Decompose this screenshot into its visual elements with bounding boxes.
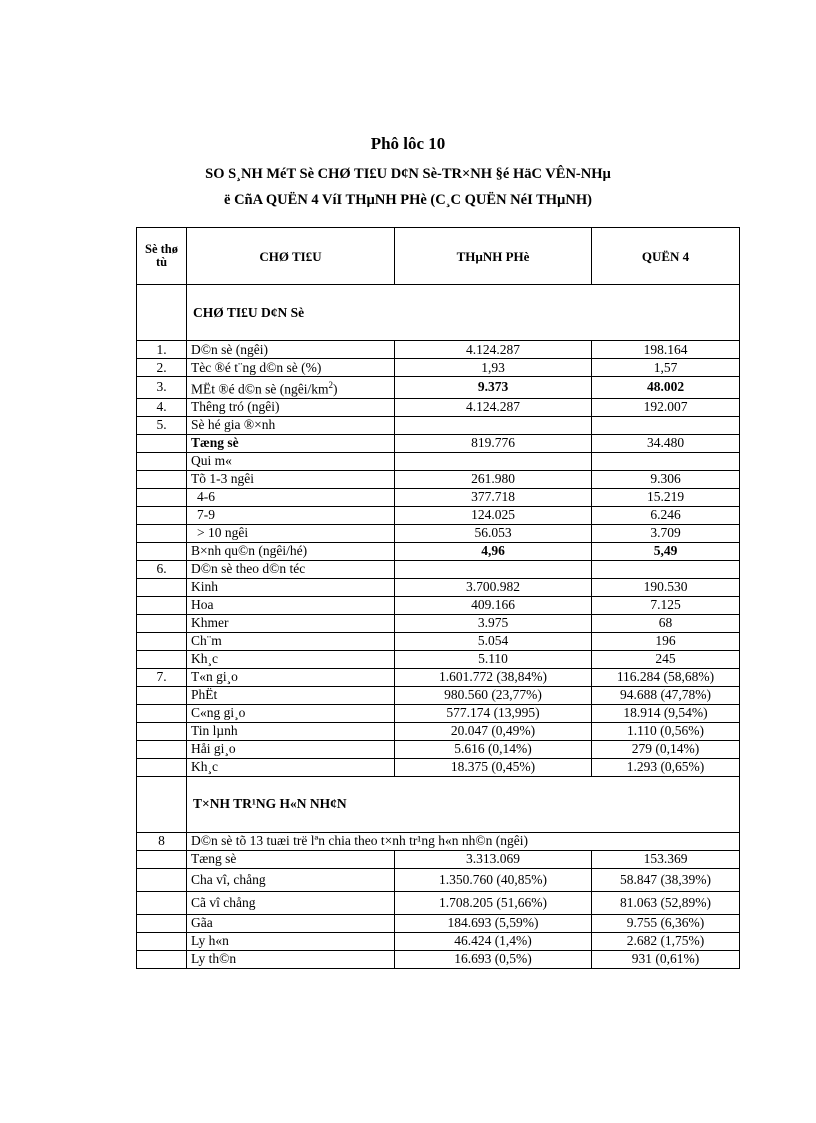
table-row: 6. D©n sè theo d©n téc — [137, 560, 740, 578]
table-row: 7-9 124.025 6.246 — [137, 506, 740, 524]
section-row-population — [137, 285, 740, 341]
table-row: Tõ 1-3 ngêi 261.980 9.306 — [137, 470, 740, 488]
table-row: Tin lµnh 20.047 (0,49%) 1.110 (0,56%) — [137, 722, 740, 740]
header-district: QUËN 4 — [592, 228, 740, 285]
header-row — [137, 228, 740, 285]
table-row: Ch¨m 5.054 196 — [137, 632, 740, 650]
table-row: Qui m« — [137, 452, 740, 470]
comparison-table — [136, 227, 740, 969]
table-row: 3. MËt ®é d©n sè $(ngêi/km^2)$ 9.373 48.002 — [137, 377, 740, 399]
table-row: Tæng sè 3.313.069 153.369 — [137, 850, 740, 868]
table-row: 1. D©n sè (ngêi) 4.124.287 198.164 — [137, 341, 740, 359]
table-row: Ly th©n 16.693 (0,5%) 931 (0,61%) — [137, 950, 740, 968]
table-row: Kh¸c 5.110 245 — [137, 650, 740, 668]
section-row-marital — [137, 776, 740, 832]
table-row: Ly h«n 46.424 (1,4%) 2.682 (1,75%) — [137, 932, 740, 950]
table-row: Khmer 3.975 68 — [137, 614, 740, 632]
table-row: Håi gi¸o 5.616 (0,14%) 279 (0,14%) — [137, 740, 740, 758]
table-row: > 10 ngêi 56.053 3.709 — [137, 524, 740, 542]
table-row: B×nh qu©n (ngêi/hé) 4,96 5,49 — [137, 542, 740, 560]
table-row: Kinh 3.700.982 190.530 — [137, 578, 740, 596]
table-row: Tæng sè 819.776 34.480 — [137, 434, 740, 452]
section-title-marital: T×NH TR¹NG H«N NH¢N — [187, 776, 740, 832]
table-row: Cha vî, chång 1.350.760 (40,85%) 58.847 (38,39%) — [137, 868, 740, 891]
table-row: Kh¸c 18.375 (0,45%) 1.293 (0,65%) — [137, 758, 740, 776]
header-city: THµNH PHè — [395, 228, 592, 285]
table-row: 2. Tèc ®é t¨ng d©n sè (%) 1,93 1,57 — [137, 359, 740, 377]
table-row: 7. T«n gi¸o 1.601.772 (38,84%) 116.284 (58,68%) — [137, 668, 740, 686]
table-title-line-2: ë CñA QUËN 4 VíI THµNH PHè (C¸C QUËN NéI THµNH) — [224, 192, 592, 208]
table-title-line-1: SO S¸NH MéT Sè CHØ TI£U D¢N Sè-TR×NH §é HäC VÊN-NHµ — [205, 166, 611, 182]
table-row: 8 D©n sè tõ 13 tuæi trë lªn chia theo t×nh tr¹ng h«n nh©n (ngêi) — [137, 832, 740, 850]
table-row: C«ng gi¸o 577.174 (13,995) 18.914 (9,54%) — [137, 704, 740, 722]
header-indicator: CHØ TI£U — [187, 228, 395, 285]
header-no: Sè thø tù — [137, 228, 187, 285]
table-row: 4-6 377.718 15.219 — [137, 488, 740, 506]
section-title-population: CHØ TI£U D¢N Sè — [187, 285, 740, 341]
table-row: Gãa 184.693 (5,59%) 9.755 (6,36%) — [137, 914, 740, 932]
table-row: 4. Thêng tró (ngêi) 4.124.287 192.007 — [137, 398, 740, 416]
appendix-title: Phô lôc 10 — [370, 134, 446, 153]
table-row: 5. Sè hé gia ®×nh — [137, 416, 740, 434]
table-row: Cã vî chång 1.708.205 (51,66%) 81.063 (52,89%) — [137, 891, 740, 914]
table-row: PhËt 980.560 (23,77%) 94.688 (47,78%) — [137, 686, 740, 704]
table-row: Hoa 409.166 7.125 — [137, 596, 740, 614]
